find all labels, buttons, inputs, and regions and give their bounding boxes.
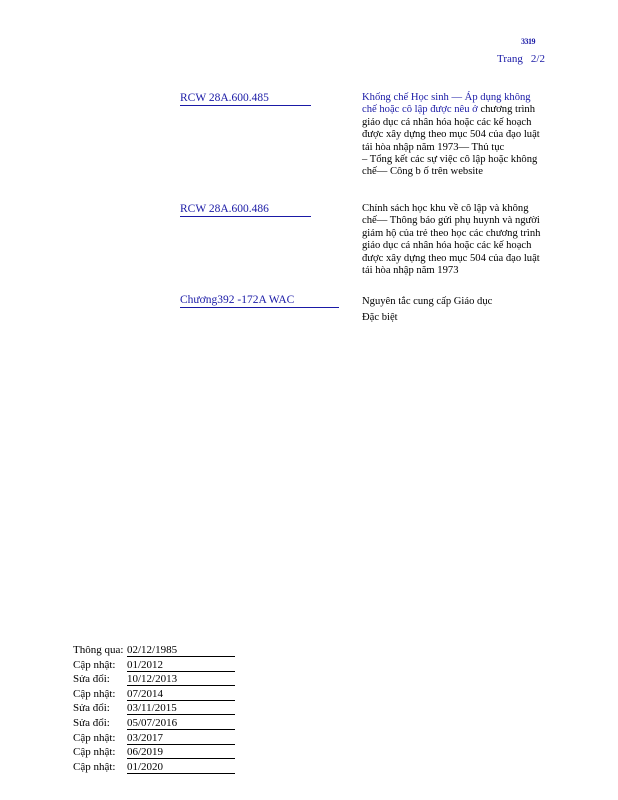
history-date: 06/2019 <box>127 745 235 759</box>
history-label: Cập nhật: <box>73 760 116 773</box>
reference-description-wac-392-172a <box>362 296 544 325</box>
history-label: Cập nhật: <box>73 731 116 744</box>
document-number: 3319 <box>521 37 535 46</box>
history-row <box>73 658 235 673</box>
history-label: Cập nhật: <box>73 746 116 759</box>
reference-description-body: chương trình giáo dục cá nhân hóa hoặc các kế hoạch được xây dựng theo mục 504 của đạo luật tái hòa nhập năm 1973— Thủ tục <box>362 104 540 153</box>
history-date: 02/12/1985 <box>127 643 235 657</box>
reference-link-rcw-486[interactable]: RCW 28A.600.486 <box>180 203 311 217</box>
history-label: Sửa đổi: <box>73 702 110 715</box>
history-row <box>73 672 235 687</box>
history-row <box>73 745 235 760</box>
history-date: 01/2020 <box>127 760 235 774</box>
history-row <box>73 643 235 658</box>
reference-description-rcw-486: Chính sách học khu về cô lập và không chế— Thông báo gửi phụ huynh và người giám hộ của trẻ theo học các chương trình giáo dục cá nhân hóa hoặc các kế hoạch được xây dựng theo mục 504 của đạo luật tái hòa nhập năm 1973 <box>362 203 541 277</box>
history-date: 10/12/2013 <box>127 672 235 686</box>
reference-description-extra: – Tổng kết các sự việc cô lập hoặc không chế— Công b ố trên website <box>362 154 538 178</box>
reference-description-line: Đặc biệt <box>362 312 398 324</box>
history-label: Sửa đổi: <box>73 716 110 729</box>
reference-link-wac-392-172a[interactable]: Chương392 -172A WAC <box>180 294 339 308</box>
history-date: 01/2012 <box>127 658 235 672</box>
history-row <box>73 687 235 702</box>
history-row <box>73 760 235 775</box>
page-number: 2/2 <box>530 53 545 65</box>
history-row <box>73 731 235 746</box>
history-label: Cập nhật: <box>73 658 116 671</box>
history-label: Sửa đổi: <box>73 673 110 686</box>
history-row <box>73 716 235 731</box>
history-date: 03/11/2015 <box>127 701 235 715</box>
reference-link-rcw-485[interactable]: RCW 28A.600.485 <box>180 92 311 106</box>
history-date: 07/2014 <box>127 687 235 701</box>
reference-description-lead: Khống chế Học sinh — Áp dụng không chế hoặc cô lập được nêu ở <box>362 92 531 116</box>
history-label: Thông qua: <box>73 644 124 656</box>
page-label: Trang <box>497 53 523 65</box>
reference-description-line: Nguyên tắc cung cấp Giáo dục <box>362 296 493 307</box>
history-date: 05/07/2016 <box>127 716 235 730</box>
history-row <box>73 701 235 716</box>
history-date: 03/2017 <box>127 731 235 745</box>
reference-description-rcw-485 <box>362 92 544 179</box>
history-label: Cập nhật: <box>73 687 116 700</box>
revision-history <box>73 643 235 774</box>
page-indicator <box>497 53 545 65</box>
